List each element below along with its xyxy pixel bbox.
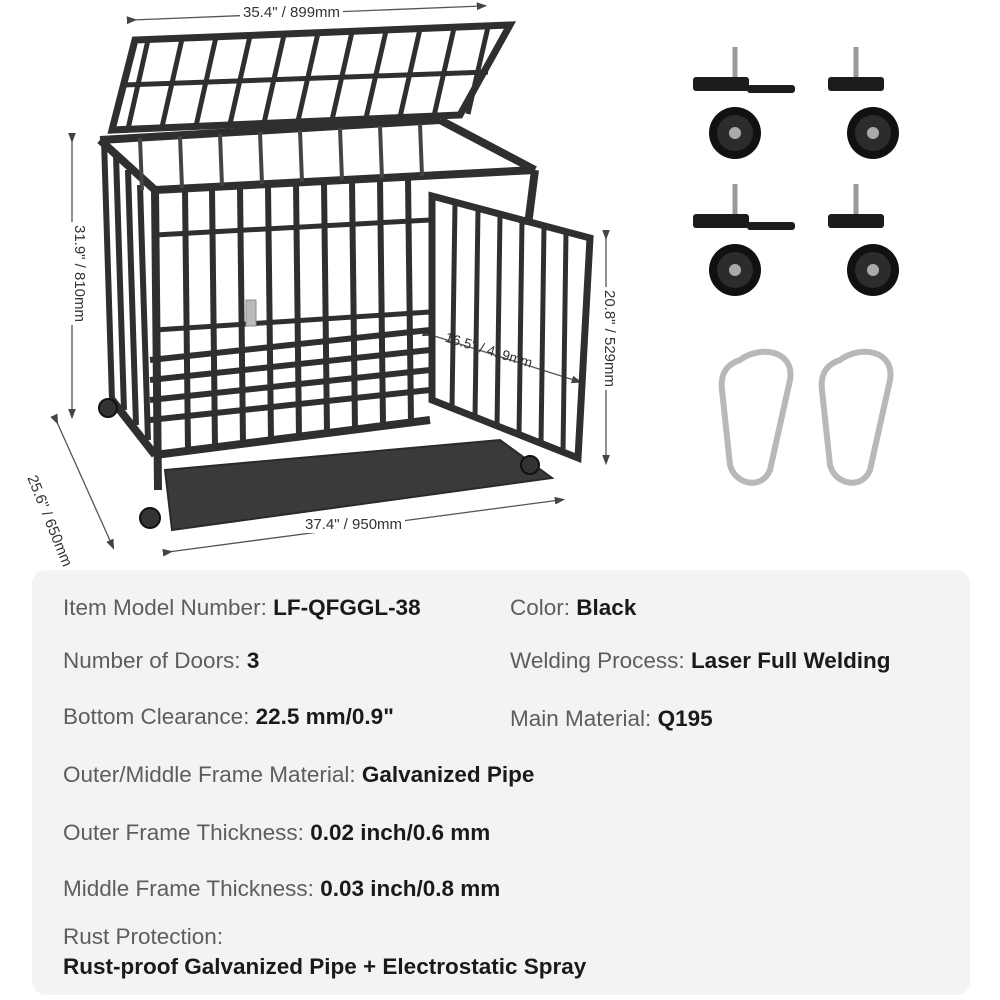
spec-value: Q195 <box>657 706 713 731</box>
door-height-dimension: 20.8" / 529mm <box>601 287 618 390</box>
spec-label: Main Material: <box>510 706 652 731</box>
spec-frame-material <box>63 761 534 789</box>
spec-label: Welding Process: <box>510 648 685 673</box>
spec-label: Outer/Middle Frame Material: <box>63 762 356 787</box>
spec-item-model <box>63 594 421 622</box>
spec-label: Number of Doors: <box>63 648 241 673</box>
spec-outer-frame-thickness <box>63 819 490 847</box>
spec-label: Color: <box>510 595 571 620</box>
specifications-panel <box>32 570 970 995</box>
door-width-dimension: 16.5" / 419mm <box>443 328 535 371</box>
spec-number-of-doors <box>63 647 259 675</box>
spec-bottom-clearance <box>63 703 394 731</box>
spec-value: Laser Full Welding <box>690 648 891 673</box>
bottom-width-dimension: 37.4" / 950mm <box>302 516 405 533</box>
spec-rust-protection-value <box>63 953 586 981</box>
spec-value: Rust-proof Galvanized Pipe + Electrostatic Spray <box>63 954 587 979</box>
spec-welding-process <box>510 647 891 675</box>
spec-label: Rust Protection: <box>63 924 224 949</box>
height-dimension: 31.9" / 810mm <box>71 222 88 325</box>
spec-main-material <box>510 705 713 733</box>
spec-value: 22.5 mm/0.9" <box>255 704 394 729</box>
spec-label: Bottom Clearance: <box>63 704 250 729</box>
carabiners <box>722 352 891 483</box>
spec-value: LF-QFGGL-38 <box>273 595 421 620</box>
spec-label: Outer Frame Thickness: <box>63 820 304 845</box>
spec-value: 0.02 inch/0.6 mm <box>310 820 491 845</box>
spec-label: Item Model Number: <box>63 595 267 620</box>
spec-label: Middle Frame Thickness: <box>63 876 314 901</box>
spec-value: Galvanized Pipe <box>361 762 535 787</box>
spec-value: Black <box>576 595 637 620</box>
spec-value: 0.03 inch/0.8 mm <box>320 876 501 901</box>
crate-body <box>100 25 590 530</box>
spec-rust-protection-label <box>63 923 223 951</box>
depth-dimension: 25.6" / 650mm <box>22 470 76 572</box>
top-width-dimension: 35.4" / 899mm <box>240 4 343 21</box>
spec-color <box>510 594 636 622</box>
spec-middle-frame-thickness <box>63 875 500 903</box>
caster-wheels <box>693 47 899 296</box>
spec-value: 3 <box>246 648 260 673</box>
